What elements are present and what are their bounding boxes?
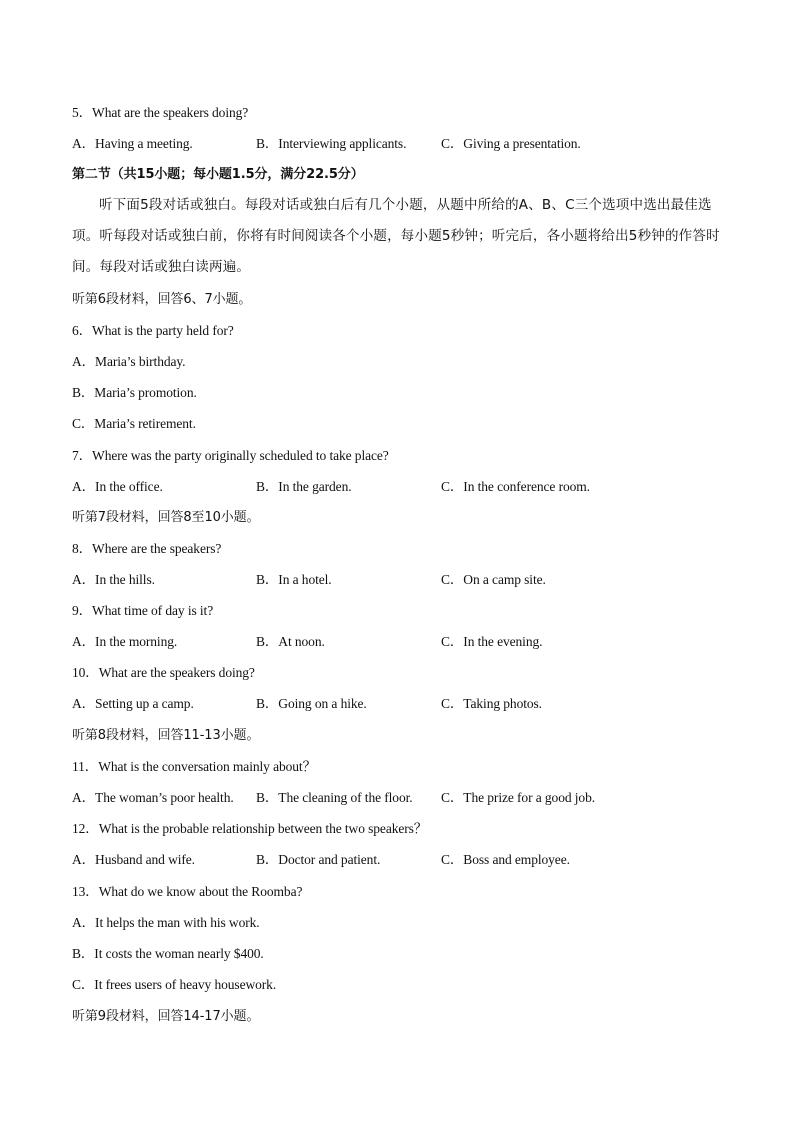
q11-option-c: C．The prize for a good job. bbox=[441, 790, 596, 805]
material-8-label: 听第8段材料，回答11-13小题。 bbox=[72, 728, 260, 743]
q13-option-c: C．It frees users of heavy housework. bbox=[72, 977, 277, 992]
q13-option-a: A．It helps the man with his work. bbox=[72, 915, 260, 930]
question-5-stem: 5．What are the speakers doing? bbox=[72, 105, 249, 120]
q5-option-a: A．Having a meeting. bbox=[72, 136, 193, 151]
question-9-stem: 9．What time of day is it? bbox=[72, 603, 214, 618]
q6-option-a: A．Maria’s birthday. bbox=[72, 354, 186, 369]
question-10-stem: 10．What are the speakers doing? bbox=[72, 665, 255, 680]
q12-option-a: A．Husband and wife. bbox=[72, 852, 195, 867]
material-6-label: 听第6段材料，回答6、7小题。 bbox=[72, 292, 252, 307]
material-7-label: 听第7段材料，回答8至10小题。 bbox=[72, 510, 260, 525]
question-6-stem: 6．What is the party held for? bbox=[72, 323, 234, 338]
q10-option-b: B．Going on a hike. bbox=[256, 696, 367, 711]
q6-option-c: C．Maria’s retirement. bbox=[72, 416, 196, 431]
q10-option-a: A．Setting up a camp. bbox=[72, 696, 194, 711]
q8-option-c: C．On a camp site. bbox=[441, 572, 546, 587]
q9-option-c: C．In the evening. bbox=[441, 634, 543, 649]
q5-option-b: B．Interviewing applicants. bbox=[256, 136, 407, 151]
q13-option-b: B．It costs the woman nearly $400. bbox=[72, 946, 264, 961]
q9-option-a: A．In the morning. bbox=[72, 634, 178, 649]
section-2-heading: 第二节（共15小题；每小题1.5分，满分22.5分） bbox=[72, 167, 364, 182]
q7-option-a: A．In the office. bbox=[72, 479, 163, 494]
question-7-stem: 7．Where was the party originally scheduled to take place? bbox=[72, 448, 389, 463]
q10-option-c: C．Taking photos. bbox=[441, 696, 542, 711]
section-2-instructions: 听下面5段对话或独白。每段对话或独白后有几个小题，从题中所给的A、B、C三个选项中选出最佳选项。听每段对话或独白前，你将有时间阅读各个小题，每小题5秒钟；听完后，各小题将给出5秒钟的作答时间。每段对话或独白读两遍。 bbox=[72, 197, 720, 276]
question-8-stem: 8．Where are the speakers? bbox=[72, 541, 222, 556]
q11-option-a: A．The woman’s poor health. bbox=[72, 790, 234, 805]
q12-option-c: C．Boss and employee. bbox=[441, 852, 570, 867]
q8-option-b: B．In a hotel. bbox=[256, 572, 332, 587]
question-11-stem: 11．What is the conversation mainly about？ bbox=[72, 759, 316, 774]
q8-option-a: A．In the hills. bbox=[72, 572, 155, 587]
q7-option-b: B．In the garden. bbox=[256, 479, 352, 494]
question-12-stem: 12．What is the probable relationship between the two speakers？ bbox=[72, 821, 428, 836]
q11-option-b: B．The cleaning of the floor. bbox=[256, 790, 413, 805]
q5-option-c: C．Giving a presentation. bbox=[441, 136, 581, 151]
q12-option-b: B．Doctor and patient. bbox=[256, 852, 381, 867]
question-13-stem: 13．What do we know about the Roomba? bbox=[72, 884, 303, 899]
q6-option-b: B．Maria’s promotion. bbox=[72, 385, 197, 400]
material-9-label: 听第9段材料，回答14-17小题。 bbox=[72, 1009, 260, 1024]
q9-option-b: B．At noon. bbox=[256, 634, 325, 649]
q7-option-c: C．In the conference room. bbox=[441, 479, 590, 494]
